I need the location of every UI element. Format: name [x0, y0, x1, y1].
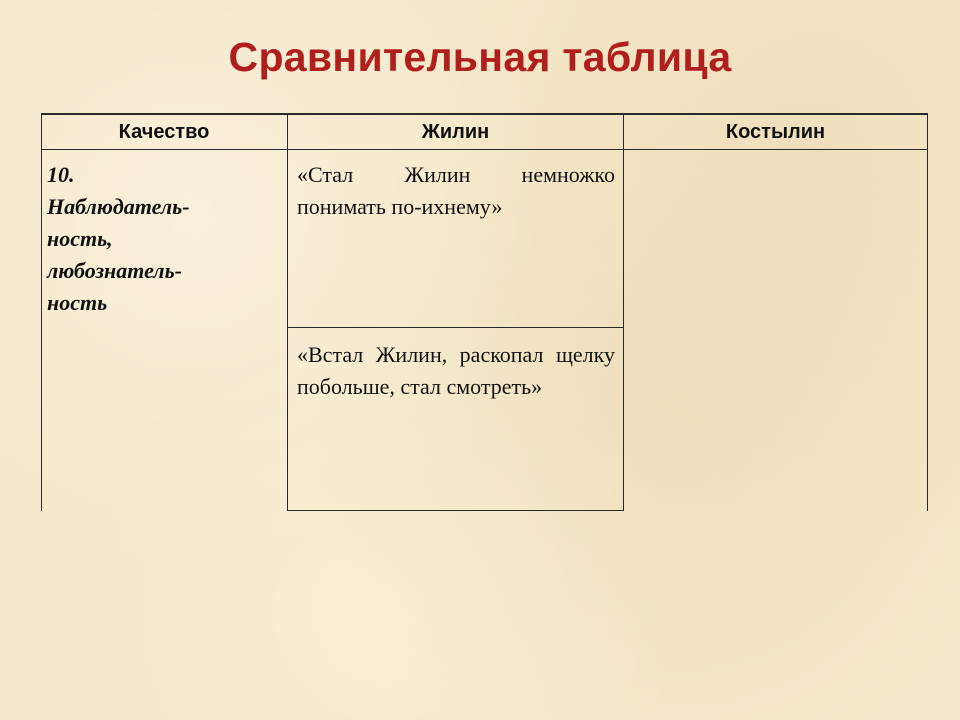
quality-cell [47, 159, 283, 319]
slide-title: Сравнительная таблица [228, 34, 732, 80]
divider-quality-zhilin [287, 113, 288, 511]
left-border [41, 113, 42, 511]
header-bottom-border [41, 149, 928, 150]
header-kostylin: Костылин [725, 121, 826, 143]
zhilin-bottom-border [287, 510, 624, 511]
quality-number: 10. [47, 162, 75, 187]
zhilin-quote-2: «Встал Жилин, раскопал щелку побольше, стал смотреть» [297, 342, 615, 399]
header-zhilin: Жилин [421, 121, 490, 143]
comparison-table [41, 113, 928, 511]
quality-line: ность, [47, 226, 113, 251]
zhilin-quote-1: «Стал Жилин немножко понимать по-ихнему» [297, 162, 615, 219]
header-quality: Качество [118, 121, 210, 143]
zhilin-row-divider [287, 327, 624, 328]
right-border [927, 113, 928, 511]
divider-zhilin-kostylin [623, 113, 624, 511]
quality-line: Наблюдатель- [47, 194, 190, 219]
quality-line: ность [47, 290, 108, 315]
quality-line: любознатель- [47, 258, 182, 283]
